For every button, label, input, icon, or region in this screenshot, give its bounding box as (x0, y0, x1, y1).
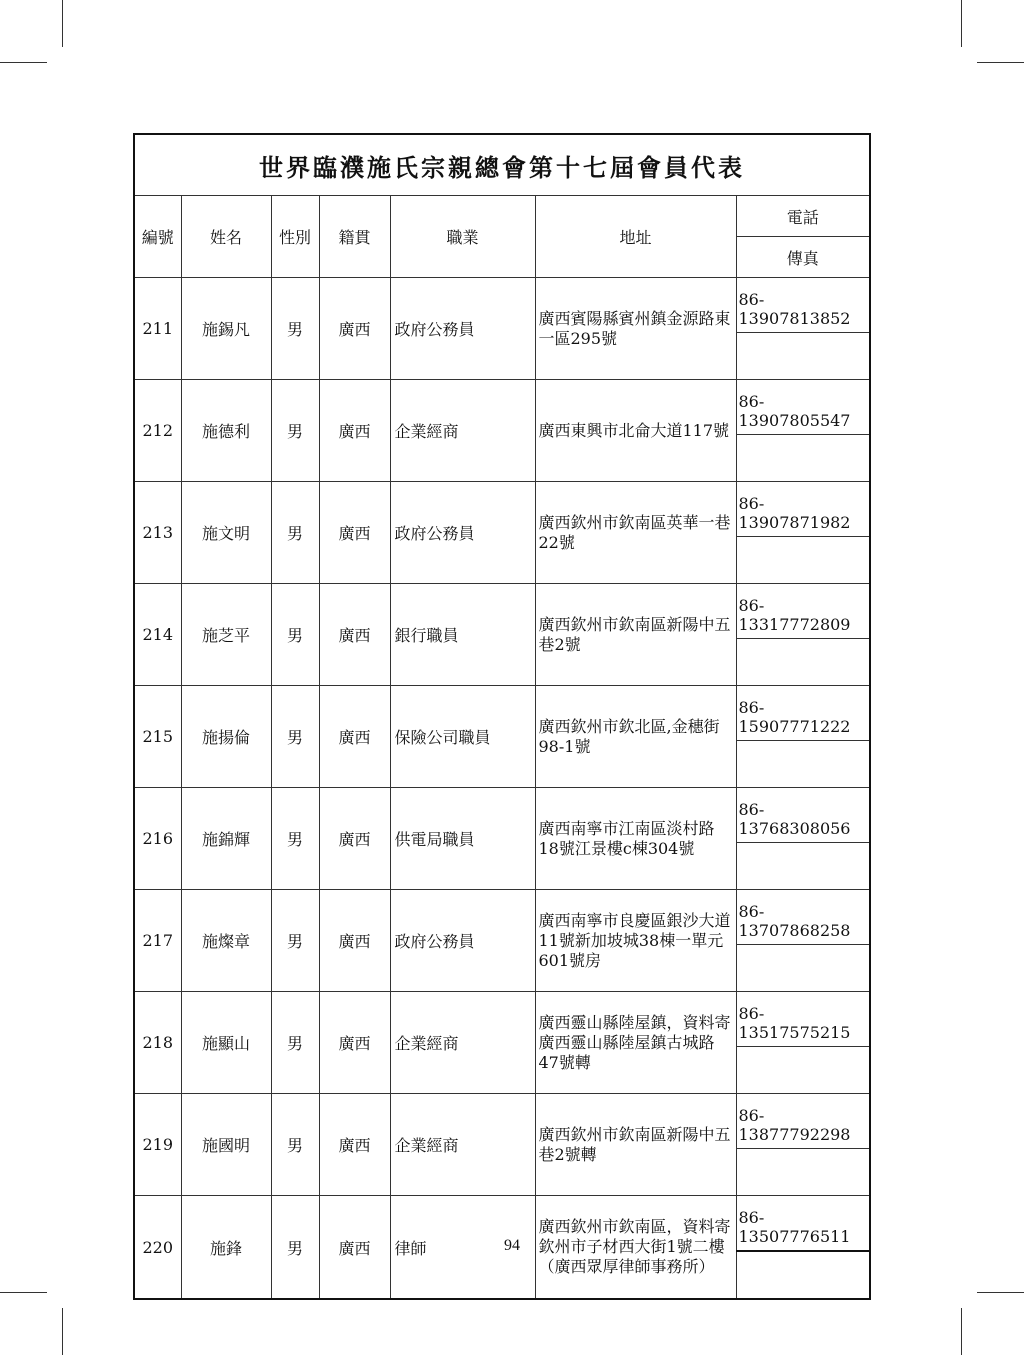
member-address: 廣西欽州市欽南區英華一巷22號 (535, 482, 736, 584)
table-row (134, 788, 870, 843)
header-name: 姓名 (181, 196, 271, 278)
crop-mark (961, 0, 962, 47)
member-address: 廣西欽州市欽北區,金穗街98-1號 (535, 686, 736, 788)
table-row (134, 380, 870, 435)
member-origin: 廣西 (319, 992, 390, 1094)
table-row (134, 686, 870, 741)
table-row (134, 890, 870, 945)
member-no: 214 (134, 584, 181, 686)
member-origin: 廣西 (319, 278, 390, 380)
member-gender: 男 (271, 992, 319, 1094)
header-origin: 籍貫 (319, 196, 390, 278)
member-gender: 男 (271, 584, 319, 686)
member-address: 廣西靈山縣陸屋鎮，資料寄廣西靈山縣陸屋鎮古城路47號轉 (535, 992, 736, 1094)
member-no: 219 (134, 1094, 181, 1196)
member-name: 施顯山 (181, 992, 271, 1094)
member-gender: 男 (271, 278, 319, 380)
member-origin: 廣西 (319, 890, 390, 992)
table-row (134, 992, 870, 1047)
member-no: 213 (134, 482, 181, 584)
member-fax (736, 741, 870, 788)
member-address: 廣西南寧市江南區淡村路18號江景樓c棟304號 (535, 788, 736, 890)
header-phone: 電話 (736, 196, 870, 237)
member-gender: 男 (271, 788, 319, 890)
member-occupation: 政府公務員 (390, 278, 535, 380)
member-gender: 男 (271, 1094, 319, 1196)
member-address: 廣西賓陽縣賓州鎮金源路東一區295號 (535, 278, 736, 380)
crop-mark (961, 1308, 962, 1355)
member-fax (736, 537, 870, 584)
member-phone: 86-13517575215 (736, 992, 870, 1047)
member-origin: 廣西 (319, 1196, 390, 1300)
member-phone: 86-15907771222 (736, 686, 870, 741)
header-occupation: 職業 (390, 196, 535, 278)
member-occupation: 企業經商 (390, 992, 535, 1094)
member-fax (736, 1149, 870, 1196)
member-gender: 男 (271, 380, 319, 482)
member-no: 212 (134, 380, 181, 482)
member-roster-table (133, 133, 871, 1300)
table-title: 世界臨濮施氏宗親總會第十七屆會員代表 (134, 134, 870, 196)
member-no: 218 (134, 992, 181, 1094)
member-address: 廣西欽州市欽南區新陽中五巷2號 (535, 584, 736, 686)
crop-mark (0, 1292, 47, 1293)
member-fax (736, 639, 870, 686)
member-origin: 廣西 (319, 482, 390, 584)
member-gender: 男 (271, 482, 319, 584)
member-name: 施錦輝 (181, 788, 271, 890)
member-occupation: 企業經商 (390, 1094, 535, 1196)
member-phone: 86-13317772809 (736, 584, 870, 639)
member-phone: 86-13907813852 (736, 278, 870, 333)
header-fax: 傳真 (736, 237, 870, 278)
member-phone: 86-13707868258 (736, 890, 870, 945)
member-origin: 廣西 (319, 686, 390, 788)
crop-mark (977, 62, 1024, 63)
member-fax (736, 843, 870, 890)
page-number: 94 (504, 1237, 520, 1254)
member-no: 216 (134, 788, 181, 890)
member-occupation: 政府公務員 (390, 482, 535, 584)
member-name: 施錫凡 (181, 278, 271, 380)
member-name: 施芝平 (181, 584, 271, 686)
member-fax (736, 435, 870, 482)
member-phone: 86-13768308056 (736, 788, 870, 843)
header-gender: 性別 (271, 196, 319, 278)
member-occupation: 保險公司職員 (390, 686, 535, 788)
member-address: 廣西東興市北侖大道117號 (535, 380, 736, 482)
member-name: 施國明 (181, 1094, 271, 1196)
member-phone: 86-13877792298 (736, 1094, 870, 1149)
header-no: 編號 (134, 196, 181, 278)
member-origin: 廣西 (319, 380, 390, 482)
crop-mark (62, 1308, 63, 1355)
member-occupation: 供電局職員 (390, 788, 535, 890)
member-no: 217 (134, 890, 181, 992)
member-address: 廣西欽州市欽南區新陽中五巷2號轉 (535, 1094, 736, 1196)
table-row (134, 584, 870, 639)
member-address: 廣西欽州市欽南區，資料寄欽州市子材西大街1號二樓（廣西眾厚律師事務所） (535, 1196, 736, 1300)
member-address: 廣西南寧市良慶區銀沙大道11號新加坡城38棟一單元601號房 (535, 890, 736, 992)
member-name: 施德利 (181, 380, 271, 482)
member-name: 施燦章 (181, 890, 271, 992)
member-occupation: 銀行職員 (390, 584, 535, 686)
member-gender: 男 (271, 890, 319, 992)
member-no: 220 (134, 1196, 181, 1300)
table-row (134, 482, 870, 537)
member-origin: 廣西 (319, 1094, 390, 1196)
member-gender: 男 (271, 686, 319, 788)
member-name: 施鋒 (181, 1196, 271, 1300)
member-fax (736, 1251, 870, 1299)
member-phone: 86-13907805547 (736, 380, 870, 435)
member-fax (736, 945, 870, 992)
member-phone: 86-13907871982 (736, 482, 870, 537)
member-name: 施文明 (181, 482, 271, 584)
member-occupation: 政府公務員 (390, 890, 535, 992)
header-address: 地址 (535, 196, 736, 278)
member-fax (736, 333, 870, 380)
member-origin: 廣西 (319, 584, 390, 686)
table-row (134, 278, 870, 333)
member-phone: 86-13507776511 (736, 1196, 870, 1252)
crop-mark (0, 62, 47, 63)
member-fax (736, 1047, 870, 1094)
crop-mark (62, 0, 63, 47)
member-no: 211 (134, 278, 181, 380)
member-origin: 廣西 (319, 788, 390, 890)
member-gender: 男 (271, 1196, 319, 1300)
table-row (134, 1094, 870, 1149)
member-name: 施揚倫 (181, 686, 271, 788)
member-occupation: 律師 (390, 1196, 535, 1300)
member-no: 215 (134, 686, 181, 788)
crop-mark (977, 1292, 1024, 1293)
member-occupation: 企業經商 (390, 380, 535, 482)
